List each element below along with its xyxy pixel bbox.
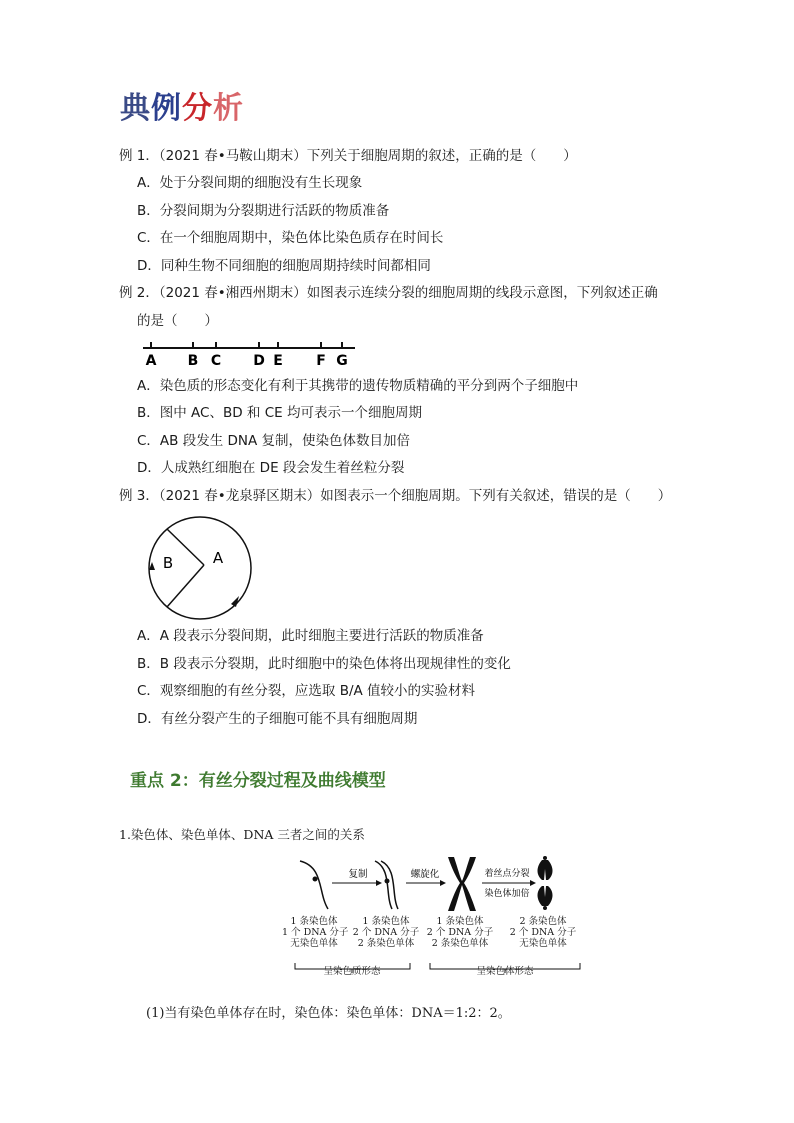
- separated-chromosomes-icon: [538, 856, 553, 910]
- section-title: 重点 2：有丝分裂过程及曲线模型: [130, 771, 386, 791]
- arrow-head-1-icon: [376, 880, 382, 886]
- line-label-e: E: [273, 353, 283, 369]
- q3-option-c: C．观察细胞的有丝分裂，应选取 B/A 值较小的实验材料: [137, 683, 476, 699]
- arrow-label-split-top: 着丝点分裂: [484, 869, 530, 879]
- q1-option-a: A．处于分裂间期的细胞没有生长现象: [137, 175, 363, 191]
- q2-option-c: C．AB 段发生 DNA 复制，使染色体数目加倍: [137, 433, 411, 449]
- stage3-line1: 1 条染色体: [436, 916, 484, 927]
- stage1-caption: [282, 916, 349, 949]
- q3-option-b: B．B 段表示分裂期，此时细胞中的染色体将出现规律性的变化: [137, 656, 511, 672]
- stage2-line3: 2 条染色单体: [357, 938, 415, 949]
- line-label-b: B: [187, 353, 199, 369]
- arrow-label-replicate: 复制: [348, 869, 368, 880]
- arrow-label-split-bottom: 染色体加倍: [484, 889, 530, 899]
- cell-cycle-circle-diagram: [140, 510, 260, 628]
- circle-label-a: A: [212, 549, 224, 567]
- q2-stem-line1: 例 2．（2021 春•湘西州期末）如图表示连续分裂的细胞周期的线段示意图，下列叙述正确: [119, 285, 658, 301]
- q1-option-c: C．在一个细胞周期中，染色体比染色质存在时间长: [137, 230, 444, 246]
- stage3-line3: 2 条染色单体: [431, 938, 489, 949]
- banner-char-4: 析: [213, 91, 244, 126]
- cell-cycle-line-diagram: [138, 338, 368, 372]
- banner-char-2: 例: [151, 91, 182, 126]
- chromatin-strand-icon: [300, 861, 328, 909]
- line-label-a: A: [145, 353, 157, 369]
- stage4-caption: [507, 916, 579, 949]
- line-label-f: F: [316, 353, 326, 369]
- line-label-g: G: [336, 353, 348, 369]
- stage4-line3: 无染色单体: [519, 938, 567, 949]
- arrow-head-3-icon: [530, 880, 536, 886]
- q3-option-d: D．有丝分裂产生的子细胞可能不具有细胞周期: [137, 711, 418, 727]
- stage3-caption: [426, 916, 494, 949]
- stage2-caption: [352, 916, 420, 949]
- circle-label-b: B: [162, 554, 174, 572]
- banner-char-3: 分: [182, 91, 213, 126]
- centromere-dot-2-icon: [385, 879, 390, 884]
- q3-option-a: A．A 段表示分裂间期，此时细胞主要进行活跃的物质准备: [137, 628, 484, 644]
- stage3-line2: 2 个 DNA 分子: [426, 927, 494, 938]
- arrow-label-condense: 螺旋化: [410, 869, 440, 880]
- q2-option-d: D．人成熟红细胞在 DE 段会发生着丝粒分裂: [137, 460, 405, 476]
- line-label-d: D: [253, 353, 265, 369]
- brace-label-chromosome: 呈染色体形态: [476, 966, 534, 977]
- stage1-line3: 无染色单体: [290, 938, 338, 949]
- q2-stem-line2: 的是（ ）: [137, 313, 218, 329]
- banner-char-1: 典: [120, 91, 151, 126]
- q1-option-d: D．同种生物不同细胞的细胞周期持续时间都相同: [137, 258, 431, 274]
- q1-stem: 例 1．（2021 春•马鞍山期末）下列关于细胞周期的叙述，正确的是（ ）: [119, 148, 577, 164]
- stage4-line1: 2 条染色体: [519, 916, 567, 927]
- stage1-line1: 1 条染色体: [290, 916, 338, 927]
- centromere-dot-icon: [313, 877, 318, 882]
- stage1-line2: 1 个 DNA 分子: [282, 927, 349, 938]
- q2-option-b: B．图中 AC、BD 和 CE 均可表示一个细胞周期: [137, 405, 422, 421]
- stage2-line1: 1 条染色体: [362, 916, 410, 927]
- stage2-line2: 2 个 DNA 分子: [352, 927, 420, 938]
- brace-label-chromatin: 呈染色质形态: [323, 966, 381, 977]
- stage4-line2: 2 个 DNA 分子: [509, 927, 577, 938]
- line-label-c: C: [210, 353, 222, 369]
- q2-option-a: A．染色质的形态变化有利于其携带的遗传物质精确的平分到两个子细胞中: [137, 378, 579, 394]
- x-chromosome-icon: [448, 857, 476, 911]
- q3-stem: 例 3．（2021 春•龙泉驿区期末）如图表示一个细胞周期。下列有关叙述，错误的是（ ）: [119, 488, 672, 504]
- section-banner: [120, 92, 244, 126]
- subsection-title: 1.染色体、染色单体、DNA 三者之间的关系: [119, 827, 365, 842]
- arrow-head-2-icon: [440, 880, 446, 886]
- q1-option-b: B．分裂间期为分裂期进行活跃的物质准备: [137, 203, 390, 219]
- ratio-note: (1)当有染色单体存在时，染色体：染色单体：DNA＝1:2：2。: [146, 1006, 511, 1021]
